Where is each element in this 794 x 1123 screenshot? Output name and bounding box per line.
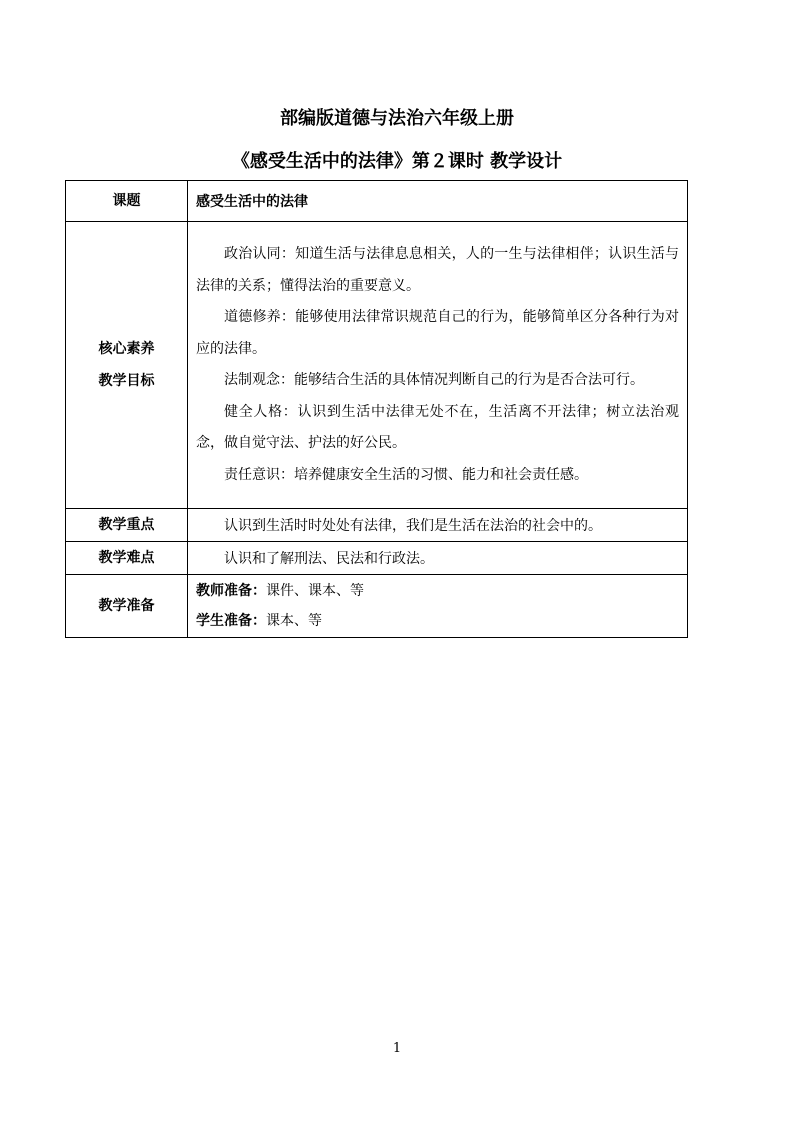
table-row-goals	[66, 222, 688, 509]
difficulties-value: 认识和了解刑法、民法和行政法。	[188, 542, 688, 575]
lesson-plan-table	[65, 180, 688, 638]
topic-label: 课题	[66, 181, 188, 222]
key-points-label: 教学重点	[66, 509, 188, 542]
document-subtitle: 《感受生活中的法律》第２课时 教学设计	[231, 151, 563, 172]
student-preparation-label: 学生准备：	[196, 613, 266, 629]
teacher-preparation-value: 课件、课本、等	[266, 583, 364, 599]
goals-content	[188, 222, 688, 509]
goals-label-line2: 教学目标	[98, 373, 155, 389]
goal-legal-concept: 法制观念：能够结合生活的具体情况判断自己的行为是否合法可行。	[224, 372, 644, 388]
preparation-label: 教学准备	[66, 575, 188, 638]
topic-value: 感受生活中的法律	[188, 181, 688, 222]
goals-label-line1: 核心素养	[98, 341, 155, 357]
table-row-topic	[66, 181, 688, 222]
document-title: 部编版道德与法治六年级上册	[280, 108, 514, 129]
table-row-key-points	[66, 509, 688, 542]
table-row-preparation	[66, 575, 688, 638]
goal-political-identity: 政治认同：知道生活与法律息息相关，人的一生与法律相伴；认识生活与法律的关系；懂得法治的重要意义。	[196, 246, 679, 294]
table-row-difficulties	[66, 542, 688, 575]
student-preparation-value: 课本、等	[266, 613, 322, 629]
teacher-preparation-label: 教师准备：	[196, 583, 266, 599]
goal-sound-personality: 健全人格：认识到生活中法律无处不在，生活离不开法律；树立法治观念，做自觉守法、护法的好公民。	[196, 403, 679, 451]
goal-moral-cultivation: 道德修养：能够使用法律常识规范自己的行为，能够简单区分各种行为对应的法律。	[196, 309, 679, 357]
key-points-value: 认识到生活时时处处有法律，我们是生活在法治的社会中的。	[188, 509, 688, 542]
preparation-content	[188, 575, 688, 638]
teacher-preparation	[196, 576, 679, 606]
goal-responsibility: 责任意识：培养健康安全生活的习惯、能力和社会责任感。	[224, 466, 588, 483]
student-preparation	[196, 606, 679, 636]
difficulties-label: 教学难点	[66, 542, 188, 575]
goals-label	[66, 222, 188, 509]
page-number: 1	[392, 1041, 402, 1056]
